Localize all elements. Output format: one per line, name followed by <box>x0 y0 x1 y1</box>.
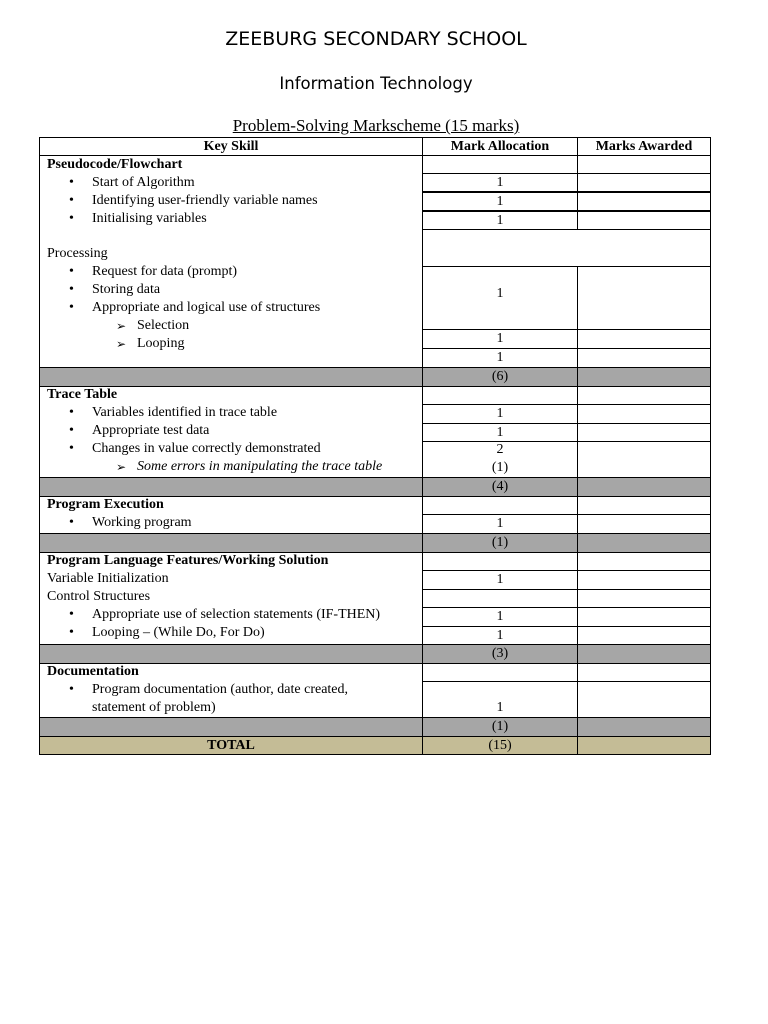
sub-list-item: ➢ Looping <box>137 335 184 353</box>
mark-cell: 1 <box>422 211 578 230</box>
list-item: • Appropriate use of selection statements (IF-THEN) <box>92 606 380 624</box>
subtotal-row <box>39 533 423 553</box>
mark-cell <box>422 589 578 608</box>
list-item: • Program documentation (author, date created, <box>92 681 348 699</box>
col-header-mark-allocation: Mark Allocation <box>422 137 578 156</box>
list-item: • Looping – (While Do, For Do) <box>92 624 265 642</box>
sub-list-item: ➢ Selection <box>137 317 189 335</box>
col-header-marks-awarded: Marks Awarded <box>577 137 711 156</box>
mark-cell <box>422 155 578 174</box>
list-item: • Appropriate test data <box>92 422 209 440</box>
awarded-cell[interactable] <box>577 570 711 590</box>
mark-cell: 1 <box>422 626 578 645</box>
subtotal-awarded <box>577 533 711 553</box>
processing-label: Processing <box>47 246 108 261</box>
total-awarded-cell[interactable] <box>577 736 711 755</box>
list-item: • Request for data (prompt) <box>92 263 237 281</box>
total-label: TOTAL <box>39 736 423 755</box>
sub-list-item: ➢ Some errors in manipulating the trace table <box>137 458 382 476</box>
section-heading: Pseudocode/Flowchart <box>47 157 183 172</box>
subtotal-value: (3) <box>422 644 578 664</box>
awarded-cell[interactable] <box>577 423 711 442</box>
subtotal-awarded <box>577 367 711 387</box>
list-item-continuation: statement of problem) <box>92 700 216 715</box>
mark-cell <box>422 386 578 405</box>
mark-cell <box>422 663 578 682</box>
awarded-cell[interactable] <box>577 496 711 515</box>
awarded-cell[interactable] <box>577 681 711 718</box>
mark-cell: 1 <box>422 348 578 368</box>
list-item: • Start of Algorithm <box>92 174 195 192</box>
total-value: (15) <box>422 736 578 755</box>
list-item: • Appropriate and logical use of structures <box>92 299 320 317</box>
subtotal-row <box>39 717 423 737</box>
list-item: • Identifying user-friendly variable names <box>92 192 318 210</box>
subtotal-awarded <box>577 644 711 664</box>
subtotal-awarded <box>577 717 711 737</box>
awarded-cell[interactable] <box>577 155 711 174</box>
list-item: • Initialising variables <box>92 210 207 228</box>
section-heading: Trace Table <box>47 387 118 402</box>
subtotal-row <box>39 367 423 387</box>
awarded-cell[interactable] <box>577 192 711 211</box>
awarded-cell[interactable] <box>577 386 711 405</box>
col-header-key-skill: Key Skill <box>39 137 423 156</box>
markscheme-title: Problem-Solving Markscheme (15 marks) <box>232 116 520 135</box>
mark-cell: 1 <box>422 404 578 424</box>
awarded-cell[interactable] <box>577 552 711 571</box>
subtotal-row <box>39 477 423 497</box>
variable-init-label: Variable Initialization <box>47 571 169 586</box>
awarded-cell[interactable] <box>577 211 711 230</box>
section-heading: Program Language Features/Working Solution <box>47 553 329 568</box>
awarded-cell[interactable] <box>577 348 711 368</box>
subtotal-value: (1) <box>422 717 578 737</box>
subtotal-value: (1) <box>422 533 578 553</box>
mark-cell: 1 <box>422 329 578 349</box>
list-item: • Changes in value correctly demonstrated <box>92 440 321 458</box>
list-item: • Variables identified in trace table <box>92 404 277 422</box>
mark-value: 1 <box>496 700 504 715</box>
mark-cell <box>422 496 578 515</box>
awarded-cell[interactable] <box>577 589 711 608</box>
mark-value: 1 <box>496 286 504 301</box>
mark-cell <box>422 552 578 571</box>
awarded-cell[interactable] <box>577 514 711 534</box>
mark-cell: 1 <box>422 423 578 442</box>
subject-title: Information Technology <box>279 74 473 93</box>
awarded-cell[interactable] <box>577 626 711 645</box>
subtotal-row <box>39 644 423 664</box>
control-structures-label: Control Structures <box>47 589 151 604</box>
subtotal-value: (6) <box>422 367 578 387</box>
mark-cell: 1 <box>422 570 578 590</box>
awarded-cell[interactable] <box>577 441 711 478</box>
awarded-cell[interactable] <box>577 266 711 330</box>
blank-cell <box>422 229 711 267</box>
mark-cell: 1 <box>422 173 578 192</box>
awarded-cell[interactable] <box>577 663 711 682</box>
list-item: • Working program <box>92 514 192 532</box>
mark-cell: 1 <box>422 192 578 211</box>
awarded-cell[interactable] <box>577 329 711 349</box>
subtotal-value: (4) <box>422 477 578 497</box>
awarded-cell[interactable] <box>577 607 711 627</box>
awarded-cell[interactable] <box>577 404 711 424</box>
section-heading: Program Execution <box>47 497 164 512</box>
school-name: ZEEBURG SECONDARY SCHOOL <box>225 28 527 50</box>
list-item: • Storing data <box>92 281 160 299</box>
mark-value: (1) <box>491 460 509 475</box>
section-heading: Documentation <box>47 664 139 679</box>
subtotal-awarded <box>577 477 711 497</box>
awarded-cell[interactable] <box>577 173 711 192</box>
mark-value: 2 <box>496 442 504 457</box>
mark-cell: 1 <box>422 514 578 534</box>
mark-cell: 1 <box>422 607 578 627</box>
